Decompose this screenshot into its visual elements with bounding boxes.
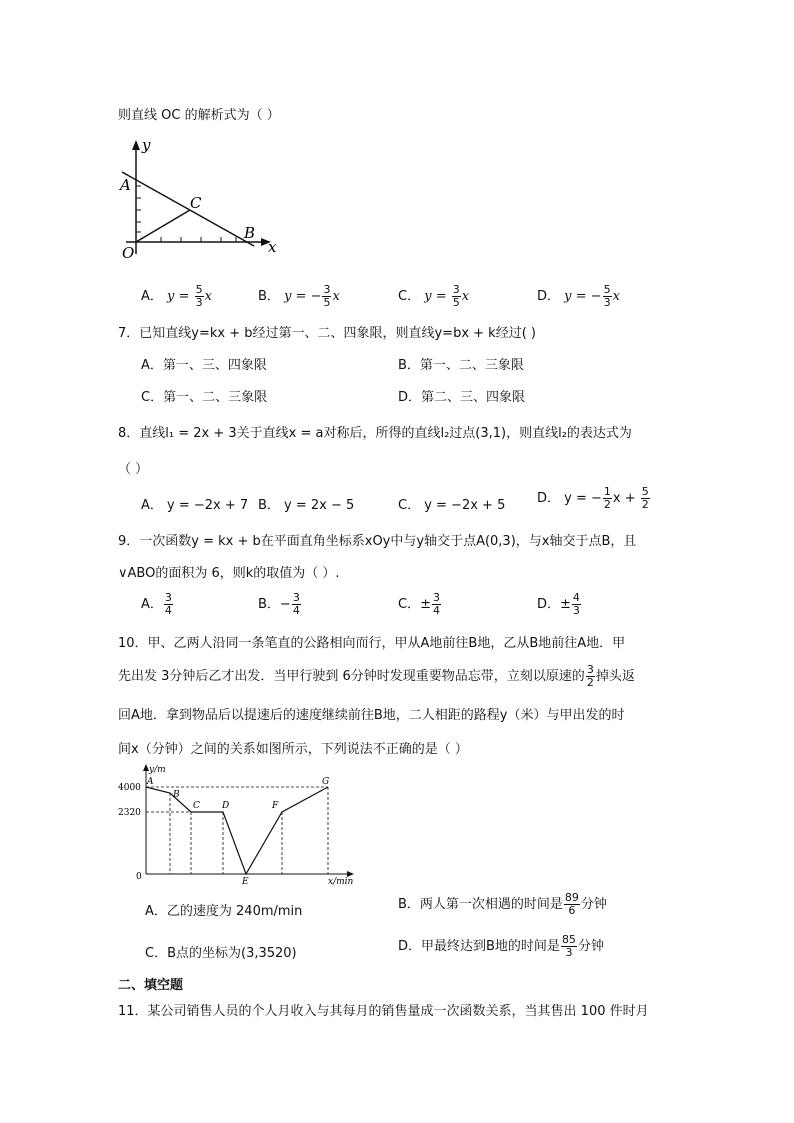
q8-option-b[interactable]: B． y = 2x − 5 [258, 498, 355, 513]
q7-option-b[interactable]: B．第一、二、三象限 [398, 358, 524, 373]
graph-point-g: G [322, 777, 330, 787]
graph-origin: 0 [136, 872, 142, 882]
q7-option-c[interactable]: C．第一、二、三象限 [141, 390, 268, 405]
q7-option-a[interactable]: A．第一、三、四象限 [141, 358, 267, 373]
q6-option-d[interactable]: D． y = − $\frac{5}{3}$ x [537, 283, 620, 309]
section-heading: 二、填空题 [118, 978, 184, 993]
graph-point-b: B [173, 790, 180, 800]
q6-option-c[interactable]: C． y = $\frac{3}{5}$ x [398, 283, 470, 309]
point-a-label: A [120, 176, 131, 194]
q6-option-a[interactable]: A． y = $\frac{5}{3}$ x [141, 283, 212, 309]
graph-ytick-2320: 2320 [118, 808, 141, 818]
q10-option-a[interactable]: A．乙的速度为 240m/min [145, 904, 303, 919]
line-oc [136, 210, 190, 242]
point-c-label: C [190, 194, 202, 212]
graph-line [146, 787, 328, 874]
q6-figure [116, 136, 286, 262]
q8-option-d[interactable]: D． y = − $\frac{1}{2}$ x + $\frac{5}{2}$ [537, 485, 649, 511]
q10-option-b[interactable]: B．两人第一次相遇的时间是 $\frac{89}{6}$ 分钟 [398, 891, 607, 917]
q9-stem-cont: ∨ABO的面积为 6，则k的取值为（ ）. [118, 566, 340, 581]
q9-option-c[interactable]: C．± $\frac{3}{4}$ [398, 591, 440, 617]
q7-option-d[interactable]: D．第二、三、四象限 [398, 390, 526, 405]
q9-option-d[interactable]: D．± $\frac{4}{3}$ [537, 591, 580, 617]
graph-point-e: E [242, 877, 249, 887]
q6-stem: 则直线 OC 的解析式为（ ） [118, 108, 280, 123]
q9-stem: 9．一次函数y = kx + b在平面直角坐标系xOy中与y轴交于点A(0,3)，与x轴交于点B，且 [118, 534, 637, 549]
q10-line-4: 间x（分钟）之间的关系如图所示，下列说法不正确的是（ ） [118, 742, 468, 757]
y-label: y [142, 136, 151, 154]
q8-option-c[interactable]: C． y = −2x + 5 [398, 498, 506, 513]
graph-point-a: A [147, 777, 154, 787]
q8-stem-cont: （ ） [118, 462, 149, 477]
q8-option-a[interactable]: A． y = −2x + 7 [141, 498, 249, 513]
q10-line-2: 先出发 3分钟后乙才出发．当甲行驶到 6分钟时发现重要物品忘带，立刻以原速的 $\frac{3}{2}$ 掉头返 [118, 663, 635, 689]
x-label: x [268, 238, 277, 256]
point-o-label: O [122, 244, 135, 262]
graph-ytick-4000: 4000 [118, 783, 141, 793]
line-ab [122, 172, 254, 246]
q10-line-1: 10．甲、乙两人沿同一条笔直的公路相向而行，甲从A地前往B地，乙从B地前往A地．甲 [118, 636, 626, 651]
graph-point-f: F [272, 801, 279, 811]
q7-stem: 7．已知直线y=kx + b经过第一、二、四象限，则直线y=bx + k经过( ) [118, 326, 536, 341]
graph-x-label: x/min [328, 877, 354, 887]
q10-option-c[interactable]: C．B点的坐标为(3,3520) [145, 946, 297, 961]
q11-stem: 11．某公司销售人员的个人月收入与其每月的销售量成一次函数关系，当其售出 100 件时月 [118, 1004, 649, 1019]
q6-option-b[interactable]: B． y = − $\frac{3}{5}$ x [258, 283, 340, 309]
q8-stem: 8．直线l₁ = 2x + 3关于直线x = a对称后，所得的直线l₂过点(3,1)，则直线l₂的表达式为 [118, 426, 632, 441]
q10-option-d[interactable]: D．甲最终达到B地的时间是 $\frac{85}{3}$ 分钟 [398, 933, 604, 959]
point-b-label: B [244, 224, 256, 242]
graph-point-c: C [193, 801, 200, 811]
q10-line-3: 回A地．拿到物品后以提速后的速度继续前往B地，二人相距的路程y（米）与甲出发的时 [118, 708, 625, 723]
graph-point-d: D [222, 801, 230, 811]
graph-y-label: y/m [149, 765, 166, 775]
q9-option-a[interactable]: A． $\frac{3}{4}$ [141, 591, 172, 617]
q9-option-b[interactable]: B．− $\frac{3}{4}$ [258, 591, 300, 617]
q10-graph [110, 762, 360, 888]
y-arrow [132, 140, 140, 150]
